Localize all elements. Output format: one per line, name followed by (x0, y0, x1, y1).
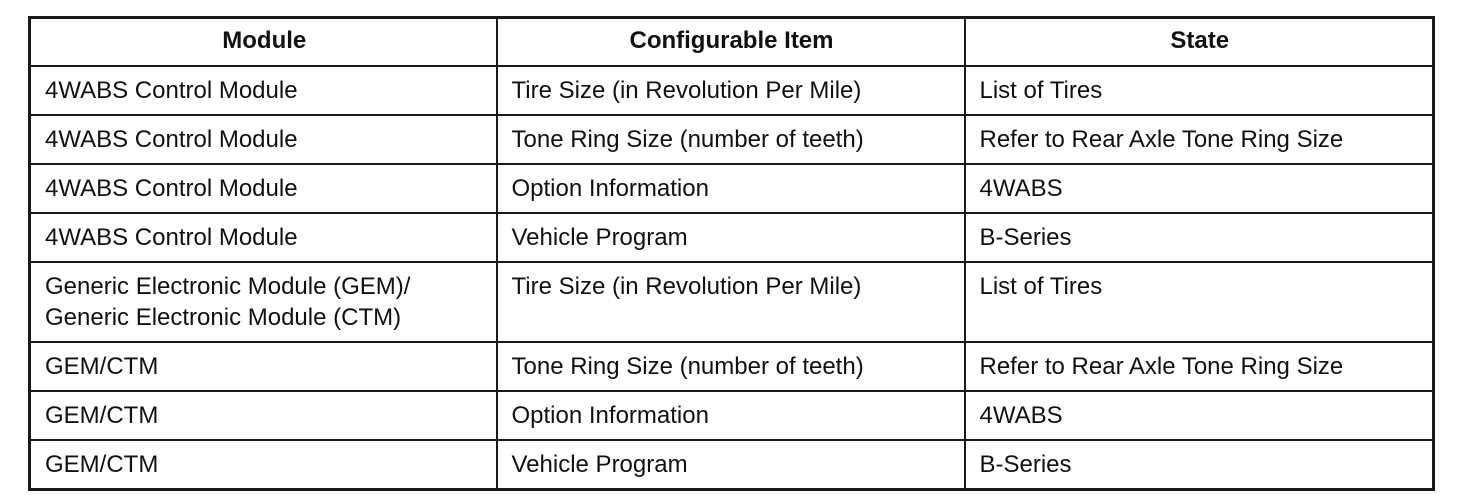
module-cell (30, 164, 497, 213)
table-row (30, 213, 1434, 262)
module-line: 4WABS Control Module (45, 224, 298, 251)
module-line: GEM/CTM (45, 402, 159, 429)
state-cell: B-Series (965, 213, 1434, 262)
module-line: Generic Electronic Module (CTM) (45, 304, 402, 331)
configurable-item-cell: Tone Ring Size (number of teeth) (497, 115, 965, 164)
module-line: Generic Electronic Module (GEM)/ (45, 273, 411, 300)
configuration-table (28, 16, 1435, 491)
configurable-item-cell: Tone Ring Size (number of teeth) (497, 342, 965, 391)
configurable-item-cell: Tire Size (in Revolution Per Mile) (497, 262, 965, 342)
module-cell (30, 262, 497, 342)
state-cell: 4WABS (965, 164, 1434, 213)
state-cell: List of Tires (965, 66, 1434, 115)
header-row (30, 18, 1434, 67)
table-row (30, 66, 1434, 115)
table-row (30, 342, 1434, 391)
module-cell (30, 342, 497, 391)
module-cell (30, 391, 497, 440)
table-row (30, 391, 1434, 440)
module-line: GEM/CTM (45, 451, 159, 478)
state-cell: Refer to Rear Axle Tone Ring Size (965, 342, 1434, 391)
table-row (30, 115, 1434, 164)
module-line: 4WABS Control Module (45, 175, 298, 202)
configurable-item-cell: Vehicle Program (497, 440, 965, 490)
column-header-state: State (965, 18, 1434, 67)
module-cell (30, 66, 497, 115)
table-header (30, 18, 1434, 67)
table-row (30, 164, 1434, 213)
state-cell: List of Tires (965, 262, 1434, 342)
configurable-item-cell: Option Information (497, 164, 965, 213)
configurable-item-cell: Tire Size (in Revolution Per Mile) (497, 66, 965, 115)
table-row (30, 262, 1434, 342)
module-cell (30, 115, 497, 164)
column-header-module: Module (30, 18, 497, 67)
module-cell (30, 213, 497, 262)
configurable-item-cell: Vehicle Program (497, 213, 965, 262)
configurable-item-cell: Option Information (497, 391, 965, 440)
module-line: 4WABS Control Module (45, 77, 298, 104)
column-header-configurable-item: Configurable Item (497, 18, 965, 67)
state-cell: 4WABS (965, 391, 1434, 440)
table-row (30, 440, 1434, 490)
module-line: 4WABS Control Module (45, 126, 298, 153)
state-cell: B-Series (965, 440, 1434, 490)
module-cell (30, 440, 497, 490)
module-line: GEM/CTM (45, 353, 159, 380)
state-cell: Refer to Rear Axle Tone Ring Size (965, 115, 1434, 164)
table-body (30, 66, 1434, 490)
